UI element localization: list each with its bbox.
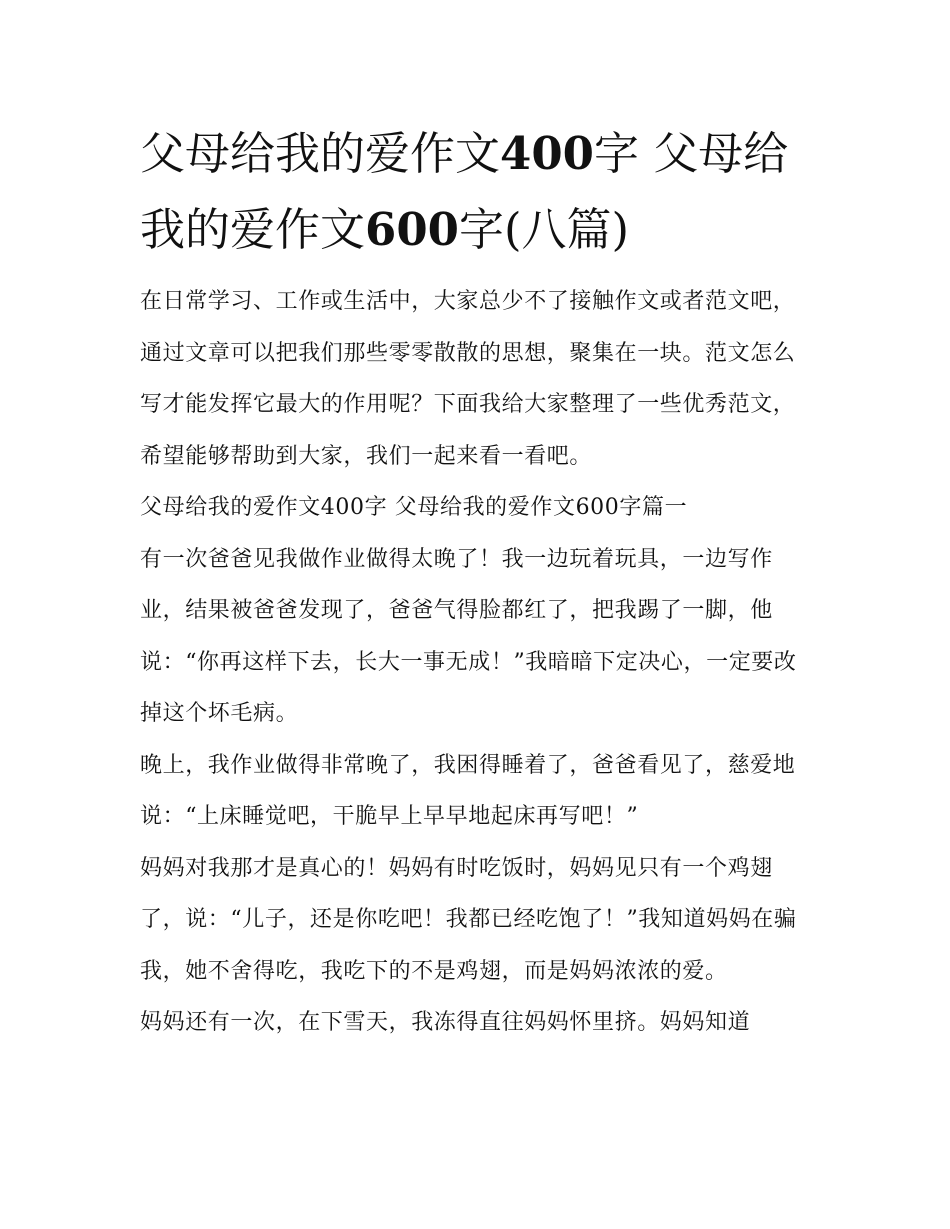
document-title [140,116,815,268]
title-text-3: 字(八篇) [458,203,630,256]
title-number-600: 600 [365,203,459,256]
body-paragraph: 妈妈对我那才是真心的！妈妈有时吃饭时，妈妈见只有一个鸡翅了，说：“儿子，还是你吃吧！我都已经吃饱了！”我知道妈妈在骗我，她不舍得吃，我吃下的不是鸡翅，而是妈妈浓浓的爱。 [140,855,797,984]
body-paragraph: 有一次爸爸见我做作业做得太晚了！我一边玩着玩具，一边写作业，结果被爸爸发现了，爸爸气得脸都红了，把我踢了一脚，他说：“你再这样下去，长大一事无成！”我暗暗下定决心，一定要改掉这个坏毛病。 [140,546,797,726]
document-page [140,116,815,1049]
body-paragraph: 妈妈还有一次，在下雪天，我冻得直往妈妈怀里挤。妈妈知道 [140,1010,751,1035]
section-heading: 父母给我的爱作文400字 父母给我的爱作文600字篇一 [140,495,688,520]
title-text-2: 字 父母给我的爱作文 [140,127,789,256]
title-number-400: 400 [500,127,594,180]
title-text-1: 父母给我的爱作文 [140,127,501,180]
intro-paragraph: 在日常学习、工作或生活中，大家总少不了接触作文或者范文吧，通过文章可以把我们那些零零散散的思想，聚集在一块。范文怎么写才能发挥它最大的作用呢？下面我给大家整理了一些优秀范文，希望能够帮助到大家，我们一起来看一看吧。 [140,289,796,469]
body-paragraph: 晚上，我作业做得非常晚了，我困得睡着了，爸爸看见了，慈爱地说：“上床睡觉吧，干脆早上早早地起床再写吧！” [140,752,796,829]
